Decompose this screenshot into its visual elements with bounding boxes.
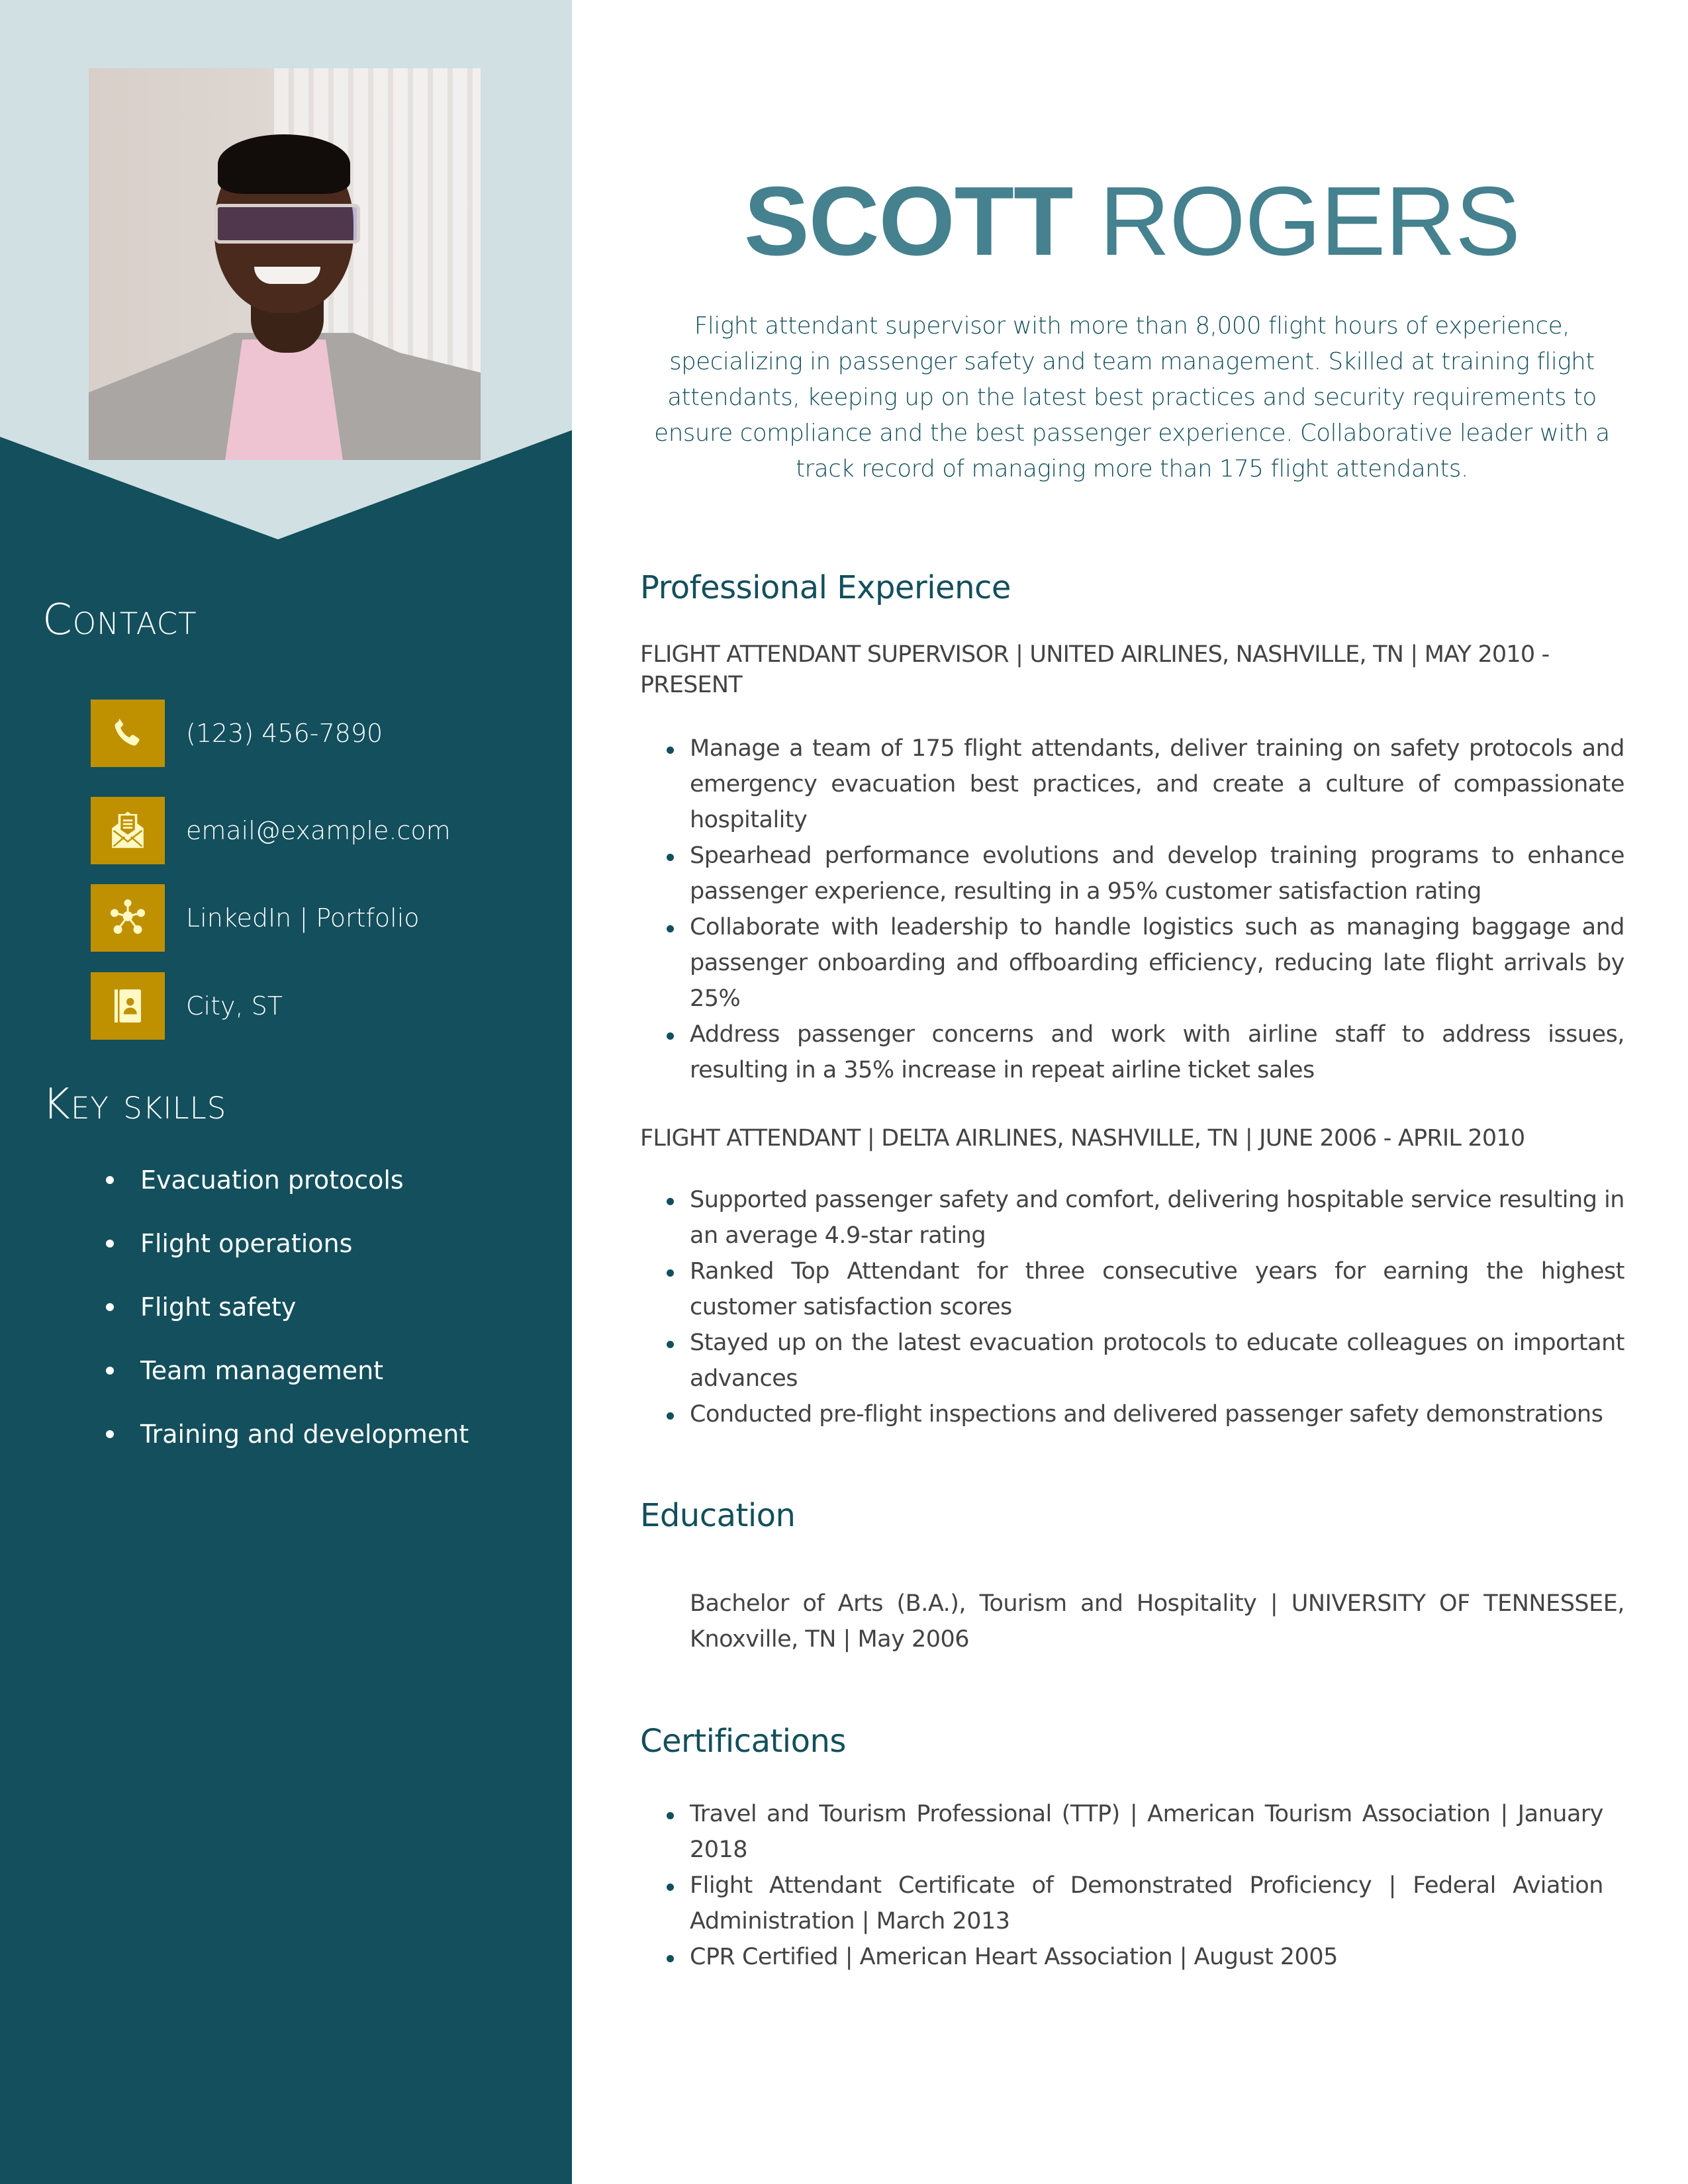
list-item: Manage a team of 175 flight attendants, deliver training on safety protocols and emergency evacuation best practices, and create a culture of compassionate hospitality [690, 731, 1624, 838]
bullet-icon [106, 1176, 114, 1184]
candidate-name [576, 165, 1688, 278]
contact-location [91, 972, 283, 1040]
network-icon [91, 884, 165, 952]
key-skills-heading: Key skills [42, 1080, 227, 1129]
contact-links-text[interactable]: LinkedIn | Portfolio [186, 903, 420, 933]
phone-icon [91, 700, 165, 767]
last-name: ROGERS [1099, 167, 1521, 276]
list-item: CPR Certified | American Heart Association | August 2005 [690, 1939, 1603, 1975]
list-item: Collaborate with leadership to handle logistics such as managing baggage and passenger onboarding and offboarding efficiency, reducing late flight arrivals by 25% [690, 909, 1624, 1017]
summary: Flight attendant supervisor with more than 8,000 flight hours of experience, specializing in passenger safety and team management. Skilled at training flight attendants, keeping up on the latest best practices and security requirements to ensure compliance and the best passenger experience. Collaborative leader with a track record of managing more than 175 flight attendants. [654, 312, 1610, 482]
bullet-icon [106, 1240, 114, 1248]
contact-phone [91, 700, 383, 767]
list-item: Address passenger concerns and work with airline staff to address issues, resulting in a 35% increase in repeat airline ticket sales [690, 1017, 1624, 1088]
contact-links [91, 884, 420, 952]
bullet-icon [106, 1367, 114, 1375]
education-heading: Education [640, 1497, 796, 1534]
profile-photo [89, 68, 481, 460]
contact-location-text: City, ST [186, 991, 283, 1021]
contact-heading: Contact [42, 596, 197, 645]
first-name: SCOTT [743, 167, 1073, 276]
envelope-icon [91, 797, 165, 864]
contact-email [91, 797, 451, 864]
bullet-icon [106, 1303, 114, 1311]
photo-hair [218, 134, 350, 194]
job-bullets [690, 1182, 1624, 1432]
photo-shirt [224, 340, 344, 460]
list-item: Flight Attendant Certificate of Demonstrated Proficiency | Federal Aviation Administration | March 2013 [690, 1868, 1603, 1939]
skill-item: Evacuation protocols [63, 1165, 404, 1195]
address-book-icon [91, 972, 165, 1040]
list-item: Spearhead performance evolutions and develop training programs to enhance passenger experience, resulting in a 95% customer satisfaction rating [690, 838, 1624, 909]
certifications-list [690, 1796, 1603, 1975]
list-item: Stayed up on the latest evacuation protocols to educate colleagues on important advances [690, 1325, 1624, 1396]
list-item: Supported passenger safety and comfort, delivering hospitable service resulting in an average 4.9-star rating [690, 1182, 1624, 1253]
education-entry: Bachelor of Arts (B.A.), Tourism and Hospitality | UNIVERSITY OF TENNESSEE, Knoxville, TN | May 2006 [690, 1590, 1624, 1653]
list-item: Ranked Top Attendant for three consecutive years for earning the highest customer satisfaction scores [690, 1253, 1624, 1325]
skill-item: Flight safety [63, 1293, 296, 1322]
list-item: Travel and Tourism Professional (TTP) | American Tourism Association | January 2018 [690, 1796, 1603, 1868]
job-title: FLIGHT ATTENDANT SUPERVISOR | UNITED AIRLINES, NASHVILLE, TN | MAY 2010 - PRESENT [640, 641, 1550, 698]
job-bullets [690, 731, 1624, 1088]
contact-email-text[interactable]: email@example.com [186, 816, 451, 845]
certifications-heading: Certifications [640, 1723, 846, 1760]
skill-item: Team management [63, 1356, 383, 1385]
photo-smile [254, 267, 320, 284]
photo-glasses [214, 204, 360, 244]
bullet-icon [106, 1430, 114, 1438]
job-title: FLIGHT ATTENDANT | DELTA AIRLINES, NASHVILLE, TN | JUNE 2006 - APRIL 2010 [640, 1125, 1525, 1152]
sidebar [0, 0, 572, 2184]
skill-item: Training and development [63, 1420, 469, 1449]
contact-phone-text[interactable]: (123) 456-7890 [186, 719, 383, 748]
skill-item: Flight operations [63, 1229, 352, 1258]
experience-heading: Professional Experience [640, 569, 1011, 606]
list-item: Conducted pre-flight inspections and delivered passenger safety demonstrations [690, 1396, 1624, 1432]
